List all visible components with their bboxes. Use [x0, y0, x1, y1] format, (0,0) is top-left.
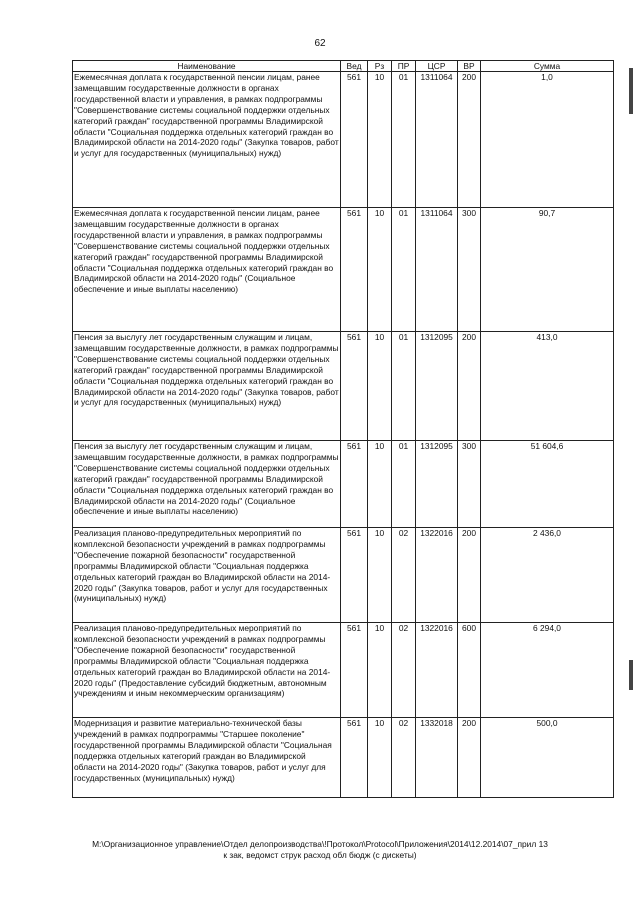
- header-ved: Вед: [341, 61, 368, 72]
- scan-edge-mark: [629, 660, 633, 690]
- row-rz-cell: 10: [368, 72, 392, 208]
- row-sum-cell: 500,0: [481, 718, 614, 798]
- row-pr-cell: 01: [392, 332, 416, 441]
- row-rz-cell: 10: [368, 528, 392, 623]
- row-sum-cell: 1,0: [481, 72, 614, 208]
- row-csr-cell: 1322016: [416, 623, 458, 718]
- footer-line-1: М:\Организационное управление\Отдел делопроизводства\!Протокол\Protocol\Приложения\2014\12.2014\07_прил 13: [92, 839, 548, 849]
- row-vr-cell: 200: [458, 332, 481, 441]
- row-csr-cell: 1312095: [416, 441, 458, 528]
- row-csr-cell: 1332018: [416, 718, 458, 798]
- row-pr-cell: 02: [392, 528, 416, 623]
- row-vr-cell: 200: [458, 72, 481, 208]
- row-pr-cell: 01: [392, 72, 416, 208]
- row-csr-cell: 1311064: [416, 208, 458, 332]
- header-sum: Сумма: [481, 61, 614, 72]
- row-csr-cell: 1311064: [416, 72, 458, 208]
- row-vr-cell: 200: [458, 718, 481, 798]
- row-rz-cell: 10: [368, 441, 392, 528]
- row-name-cell: Реализация планово-предупредительных мероприятий по комплексной безопасности учреждений в рамках подпрограммы "Обеспечение пожарной безопасности" государственной программы Владимирской области "Социальная поддержка отдельных категорий граждан во Владимирской области на 2014-2020 годы" (Закупка товаров, работ и услуг для государственных (муниципальных) нужд): [73, 528, 341, 623]
- row-rz-cell: 10: [368, 208, 392, 332]
- row-sum-cell: 90,7: [481, 208, 614, 332]
- row-name-cell: Модернизация и развитие материально-технической базы учреждений в рамках подпрограммы "Старшее поколение" государственной программы Владимирской области "Социальная поддержка отдельных категорий граждан во Владимирской области на 2014-2020 годы" (Закупка товаров, работ и услуг для государственных (муниципальных) нужд): [73, 718, 341, 798]
- row-sum-cell: 6 294,0: [481, 623, 614, 718]
- row-ved-cell: 561: [341, 332, 368, 441]
- table-row: [73, 441, 614, 528]
- table-row: [73, 623, 614, 718]
- header-rz: Рз: [368, 61, 392, 72]
- row-ved-cell: 561: [341, 208, 368, 332]
- row-ved-cell: 561: [341, 718, 368, 798]
- file-path-footer: [0, 839, 640, 861]
- row-ved-cell: 561: [341, 623, 368, 718]
- table-row: [73, 528, 614, 623]
- footer-line-2: к зак, ведомст струк расход обл бюдж (с дискеты): [223, 850, 417, 860]
- row-rz-cell: 10: [368, 718, 392, 798]
- row-ved-cell: 561: [341, 72, 368, 208]
- header-pr: ПР: [392, 61, 416, 72]
- table-body: [73, 72, 614, 798]
- header-vr: ВР: [458, 61, 481, 72]
- row-ved-cell: 561: [341, 528, 368, 623]
- row-csr-cell: 1322016: [416, 528, 458, 623]
- row-vr-cell: 300: [458, 208, 481, 332]
- row-sum-cell: 2 436,0: [481, 528, 614, 623]
- table-row: [73, 208, 614, 332]
- row-pr-cell: 02: [392, 623, 416, 718]
- row-rz-cell: 10: [368, 623, 392, 718]
- row-vr-cell: 300: [458, 441, 481, 528]
- table-row: [73, 72, 614, 208]
- row-vr-cell: 600: [458, 623, 481, 718]
- page-number: 62: [314, 38, 326, 49]
- row-pr-cell: 01: [392, 208, 416, 332]
- row-vr-cell: 200: [458, 528, 481, 623]
- budget-table: [72, 60, 614, 798]
- row-pr-cell: 01: [392, 441, 416, 528]
- row-pr-cell: 02: [392, 718, 416, 798]
- row-ved-cell: 561: [341, 441, 368, 528]
- row-name-cell: Пенсия за выслугу лет государственным служащим и лицам, замещавшим государственные должности, в рамках подпрограммы "Совершенствование системы социальной поддержки отдельных категорий граждан" государственной программы Владимирской области "Социальная поддержка отдельных категорий граждан во Владимирской области на 2014-2020 годы" (Закупка товаров, работ и услуг для государственных (муниципальных) нужд): [73, 332, 341, 441]
- scan-edge-mark: [629, 68, 633, 114]
- row-name-cell: Пенсия за выслугу лет государственным служащим и лицам, замещавшим государственные должности, в рамках подпрограммы "Совершенствование системы социальной поддержки отдельных категорий граждан" государственной программы Владимирской области "Социальная поддержка отдельных категорий граждан во Владимирской области на 2014-2020 годы" (Социальное обеспечение и иные выплаты населению): [73, 441, 341, 528]
- row-name-cell: Ежемесячная доплата к государственной пенсии лицам, ранее замещавшим государственные должности в органах государственной власти и управления, в рамках подпрограммы "Совершенствование системы социальной поддержки отдельных категорий граждан" государственной программы Владимирской области "Социальная поддержка отдельных категорий граждан во Владимирской области на 2014-2020 годы" (Социальное обеспечение и иные выплаты населению): [73, 208, 341, 332]
- row-rz-cell: 10: [368, 332, 392, 441]
- header-csr: ЦСР: [416, 61, 458, 72]
- row-name-cell: Реализация планово-предупредительных мероприятий по комплексной безопасности учреждений в рамках подпрограммы "Обеспечение пожарной безопасности" государственной программы Владимирской области "Социальная поддержка отдельных категорий граждан во Владимирской области на 2014-2020 годы" (Предоставление субсидий бюджетным, автономным учреждениям и иным некоммерческим организациям): [73, 623, 341, 718]
- row-csr-cell: 1312095: [416, 332, 458, 441]
- header-name: Наименование: [73, 61, 341, 72]
- table-row: [73, 718, 614, 798]
- row-name-cell: Ежемесячная доплата к государственной пенсии лицам, ранее замещавшим государственные должности в органах государственной власти и управления, в рамках подпрограммы "Совершенствование системы социальной поддержки отдельных категорий граждан" государственной программы Владимирской области "Социальная поддержка отдельных категорий граждан во Владимирской области на 2014-2020 годы" (Закупка товаров, работ и услуг для государственных (муниципальных) нужд): [73, 72, 341, 208]
- table-row: [73, 332, 614, 441]
- row-sum-cell: 51 604,6: [481, 441, 614, 528]
- table-header-row: [73, 61, 614, 72]
- row-sum-cell: 413,0: [481, 332, 614, 441]
